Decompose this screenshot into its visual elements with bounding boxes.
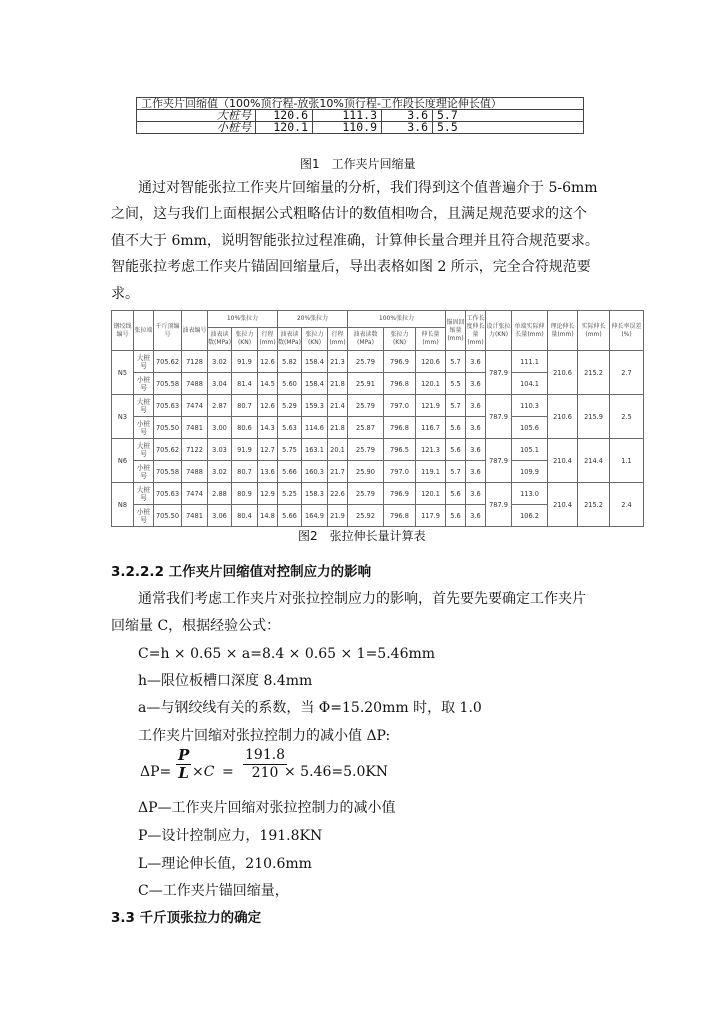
group-theory: 210.4: [548, 483, 578, 527]
cell-el: 121.9: [416, 395, 446, 417]
cell-f2: 160.3: [302, 461, 328, 483]
sub-force: 张拉力(KN): [384, 328, 416, 351]
cell-f2: 163.1: [302, 439, 328, 461]
cell-o1: 3.00: [208, 417, 232, 439]
group-total: 215.9: [578, 395, 610, 439]
table1-header: 工作夹片回缩值（100%顶行程-放张10%顶行程-工作段长度理论伸长值）: [137, 98, 584, 110]
cell-o3: 25.79: [348, 395, 384, 417]
cell-st2: 21.7: [328, 461, 348, 483]
cell-st1: 12.9: [258, 483, 278, 505]
cell-o2: 5.66: [278, 461, 302, 483]
formula-times-c: ×C: [192, 764, 215, 780]
measured-elongation: 110.3: [512, 395, 548, 417]
fraction-numerator: P: [178, 746, 190, 764]
cell-gauge: 7488: [182, 373, 208, 395]
cell-o3: 25.92: [348, 505, 384, 527]
formula-equals: =: [222, 764, 234, 780]
cell-o3: 25.87: [348, 417, 384, 439]
cell-f3: 796.8: [384, 505, 416, 527]
paragraph-1-line-3: 值不大于 6mm，说明智能张拉过程准确，计算伸长量合理并且符合规范要求。: [111, 233, 599, 249]
formula-c: C=h × 0.65 × a=8.4 × 0.65 × 1=5.46mm: [138, 646, 436, 662]
table-row: [112, 395, 644, 417]
cell-f2: 158.4: [302, 351, 328, 373]
cell-wk: 3.6: [466, 395, 486, 417]
cell-o1: 3.04: [208, 373, 232, 395]
cell-gauge: 7128: [182, 351, 208, 373]
definition-p: P—设计控制应力，191.8KN: [138, 828, 323, 844]
paragraph-1-line-2: 之间，这与我们上面根据公式粗略估计的数值相吻合，且满足规范要求的这个: [111, 206, 587, 222]
paragraph-2-line-2: 回缩量 C，根据经验公式：: [111, 618, 281, 634]
tension-end: 小桩号: [134, 505, 154, 527]
cell-wk: 3.6: [466, 483, 486, 505]
sub-elongation: 伸长量(mm): [416, 328, 446, 351]
cell-el: 120.1: [416, 373, 446, 395]
cell-st2: 21.4: [328, 395, 348, 417]
cell-f2: 114.6: [302, 417, 328, 439]
fraction-p-over-l: [176, 747, 191, 782]
cell-an: 5.7: [446, 395, 466, 417]
strand-id: N6: [112, 439, 134, 483]
tension-end: 大桩号: [134, 439, 154, 461]
tension-end: 大桩号: [134, 483, 154, 505]
cell-jack: 705.63: [154, 483, 182, 505]
cell-o2: 5.63: [278, 417, 302, 439]
group-total: 215.2: [578, 351, 610, 395]
group-total: 215.2: [578, 483, 610, 527]
table1-cell: 111.3: [313, 110, 382, 122]
cell-st1: 14.5: [258, 373, 278, 395]
sub-force: 张拉力(KN): [232, 328, 258, 351]
cell-el: 120.6: [416, 351, 446, 373]
cell-st2: 21.8: [328, 417, 348, 439]
cell-f3: 797.0: [384, 395, 416, 417]
cell-f3: 796.8: [384, 373, 416, 395]
strand-id: N3: [112, 395, 134, 439]
table1-cell: 120.6: [256, 110, 313, 122]
cell-gauge: 7481: [182, 505, 208, 527]
cell-gauge: 7474: [182, 395, 208, 417]
group-theory: 210.6: [548, 351, 578, 395]
cell-an: 5.7: [446, 351, 466, 373]
tension-end: 小桩号: [134, 373, 154, 395]
cell-wk: 3.6: [466, 439, 486, 461]
cell-jack: 705.58: [154, 373, 182, 395]
cell-an: 5.6: [446, 505, 466, 527]
header-work-length: 工作长度伸长量(mm): [466, 311, 486, 351]
strand-id: N8: [112, 483, 134, 527]
measured-elongation: 109.9: [512, 461, 548, 483]
cell-o1: 3.06: [208, 505, 232, 527]
cell-f2: 158.3: [302, 483, 328, 505]
cell-o1: 2.88: [208, 483, 232, 505]
cell-o3: 25.79: [348, 483, 384, 505]
fraction-values: [243, 747, 287, 782]
tension-end: 小桩号: [134, 417, 154, 439]
formula-result: × 5.46=5.0KN: [284, 764, 389, 780]
measured-elongation: 113.0: [512, 483, 548, 505]
cell-f2: 159.3: [302, 395, 328, 417]
tension-end: 大桩号: [134, 351, 154, 373]
measured-elongation: 105.6: [512, 417, 548, 439]
paragraph-1-line-4: 智能张拉考虑工作夹片锚固回缩量后，导出表格如图 2 所示，完全合符规范要: [111, 259, 591, 275]
cell-an: 5.5: [446, 373, 466, 395]
cell-f1: 80.4: [232, 505, 258, 527]
group-dev: 1.1: [610, 439, 644, 483]
table1-cell: 120.1: [256, 122, 313, 134]
cell-f1: 91.9: [232, 439, 258, 461]
header-20-percent: 20%张拉力: [278, 311, 348, 328]
cell-wk: 3.6: [466, 461, 486, 483]
cell-f3: 796.8: [384, 417, 416, 439]
header-strand-id: 钢绞线编号: [112, 311, 134, 351]
tension-end: 大桩号: [134, 395, 154, 417]
cell-wk: 3.6: [466, 351, 486, 373]
cell-st1: 13.6: [258, 461, 278, 483]
cell-jack: 705.50: [154, 505, 182, 527]
intro-delta-p: 工作夹片回缩对张拉控制力的减小值 ΔP:: [138, 728, 391, 744]
sub-oil: 油表读数(MPa): [208, 328, 232, 351]
cell-gauge: 7481: [182, 417, 208, 439]
fraction-denominator: 210: [251, 765, 279, 781]
header-jack-id: 千斤顶编号: [154, 311, 182, 351]
cell-f2: 164.9: [302, 505, 328, 527]
strand-id: N5: [112, 351, 134, 395]
elongation-calculation-table: [111, 310, 644, 527]
sub-stroke: 行程(mm): [258, 328, 278, 351]
table-row: [112, 351, 644, 373]
table1-cell: 110.9: [313, 122, 382, 134]
header-100-percent: 100%张拉力: [348, 311, 446, 328]
design-force: 787.9: [486, 351, 512, 395]
cell-jack: 705.62: [154, 439, 182, 461]
cell-st1: 12.6: [258, 351, 278, 373]
cell-f3: 796.5: [384, 439, 416, 461]
header-measured-elongation: 单端实际伸长量(mm): [512, 311, 548, 351]
cell-st1: 14.3: [258, 417, 278, 439]
figure-1-caption: 图1 工作夹片回缩量: [300, 157, 416, 171]
definition-l: L—理论伸长值，210.6mm: [138, 856, 312, 872]
measured-elongation: 105.1: [512, 439, 548, 461]
table1-row-name: 大桩号: [137, 110, 256, 122]
definition-h: h—限位板槽口深度 8.4mm: [138, 673, 313, 689]
measured-elongation: 111.1: [512, 351, 548, 373]
cell-el: 121.3: [416, 439, 446, 461]
cell-o3: 25.79: [348, 439, 384, 461]
header-total-elongation: 实际伸长(mm): [578, 311, 610, 351]
header-tension-end: 张拉端: [134, 311, 154, 351]
cell-st1: 12.6: [258, 395, 278, 417]
header-anchor-retraction: 锚固回缩量(mm): [446, 311, 466, 351]
header-theory-elongation: 理论伸长量(mm): [548, 311, 578, 351]
design-force: 787.9: [486, 439, 512, 483]
cell-an: 5.6: [446, 439, 466, 461]
group-dev: 2.7: [610, 351, 644, 395]
cell-st2: 21.9: [328, 505, 348, 527]
cell-jack: 705.50: [154, 417, 182, 439]
paragraph-1-line-5: 求。: [111, 286, 139, 302]
section-heading: 3.2.2.2 工作夹片回缩值对控制应力的影响: [111, 564, 372, 580]
cell-o1: 2.87: [208, 395, 232, 417]
header-10-percent: 10%张拉力: [208, 311, 278, 328]
cell-o1: 3.02: [208, 351, 232, 373]
cell-jack: 705.58: [154, 461, 182, 483]
cell-o2: 5.29: [278, 395, 302, 417]
group-theory: 210.4: [548, 439, 578, 483]
cell-gauge: 7122: [182, 439, 208, 461]
figure-2-caption: 图2 张拉伸长量计算表: [298, 529, 426, 543]
header-design-force: 设计张拉力(KN): [486, 311, 512, 351]
cell-wk: 3.6: [466, 373, 486, 395]
fraction-denominator: L: [178, 764, 189, 782]
cell-st2: 20.1: [328, 439, 348, 461]
definition-delta-p: ΔP—工作夹片回缩对张拉控制力的减小值: [138, 800, 396, 816]
group-total: 214.4: [578, 439, 610, 483]
cell-an: 5.6: [446, 417, 466, 439]
cell-o2: 5.75: [278, 439, 302, 461]
table1-cell: 5.7: [433, 110, 584, 122]
cell-o1: 3.02: [208, 461, 232, 483]
design-force: 787.9: [486, 395, 512, 439]
cell-gauge: 7488: [182, 461, 208, 483]
definition-a: a—与钢绞线有关的系数，当 Φ=15.20mm 时，取 1.0: [138, 700, 482, 716]
cell-o3: 25.79: [348, 351, 384, 373]
sub-oil: 油表读数(MPa): [348, 328, 384, 351]
cell-f1: 80.7: [232, 461, 258, 483]
cell-f1: 80.7: [232, 395, 258, 417]
cell-jack: 705.63: [154, 395, 182, 417]
table-row: [112, 483, 644, 505]
table1-cell: 5.5: [433, 122, 584, 134]
cell-o2: 5.66: [278, 505, 302, 527]
cell-st2: 21.8: [328, 373, 348, 395]
cell-gauge: 7474: [182, 483, 208, 505]
cell-f3: 797.0: [384, 461, 416, 483]
fraction-numerator: 191.8: [245, 747, 286, 763]
measured-elongation: 106.2: [512, 505, 548, 527]
clip-retraction-table: [136, 97, 584, 134]
cell-an: 5.7: [446, 461, 466, 483]
header-gauge-id: 油表编号: [182, 311, 208, 351]
table-row: [137, 122, 584, 134]
cell-f1: 80.9: [232, 483, 258, 505]
sub-stroke: 行程(mm): [328, 328, 348, 351]
cell-f1: 81.4: [232, 373, 258, 395]
cell-o1: 3.03: [208, 439, 232, 461]
cell-el: 117.9: [416, 505, 446, 527]
table1-cell: 3.6: [382, 110, 433, 122]
cell-el: 119.1: [416, 461, 446, 483]
group-dev: 2.5: [610, 395, 644, 439]
definition-c: C—工作夹片锚回缩量，: [138, 883, 289, 899]
cell-an: 5.6: [446, 483, 466, 505]
table1-row-name: 小桩号: [137, 122, 256, 134]
cell-st1: 12.7: [258, 439, 278, 461]
cell-wk: 3.6: [466, 417, 486, 439]
cell-f3: 796.9: [384, 351, 416, 373]
cell-el: 116.7: [416, 417, 446, 439]
cell-f1: 80.6: [232, 417, 258, 439]
measured-elongation: 104.1: [512, 373, 548, 395]
sub-oil: 油表读数(MPa): [278, 328, 302, 351]
table-row: [112, 439, 644, 461]
cell-el: 120.1: [416, 483, 446, 505]
cell-f3: 796.9: [384, 483, 416, 505]
cell-o3: 25.91: [348, 373, 384, 395]
sub-force: 张拉力(KN): [302, 328, 328, 351]
design-force: 787.9: [486, 483, 512, 527]
cell-st1: 14.8: [258, 505, 278, 527]
cell-f2: 158.4: [302, 373, 328, 395]
cell-st2: 21.3: [328, 351, 348, 373]
cell-o2: 5.60: [278, 373, 302, 395]
table1-cell: 3.6: [382, 122, 433, 134]
cell-o2: 5.82: [278, 351, 302, 373]
formula-lhs: ΔP=: [140, 764, 172, 780]
tension-end: 小桩号: [134, 461, 154, 483]
cell-o3: 25.90: [348, 461, 384, 483]
group-dev: 2.4: [610, 483, 644, 527]
cell-o2: 5.25: [278, 483, 302, 505]
section-heading-3-3: 3.3 千斤顶张拉力的确定: [111, 910, 262, 926]
paragraph-2-line-1: 通常我们考虑工作夹片对张拉控制应力的影响，首先要先要确定工作夹片: [138, 591, 586, 607]
cell-wk: 3.6: [466, 505, 486, 527]
header-deviation: 伸长率误差(%): [610, 311, 644, 351]
paragraph-1-line-1: 通过对智能张拉工作夹片回缩量的分析，我们得到这个值普遍介于 5-6mm: [138, 180, 598, 196]
cell-st2: 22.6: [328, 483, 348, 505]
group-theory: 210.6: [548, 395, 578, 439]
cell-jack: 705.62: [154, 351, 182, 373]
cell-f1: 91.9: [232, 351, 258, 373]
